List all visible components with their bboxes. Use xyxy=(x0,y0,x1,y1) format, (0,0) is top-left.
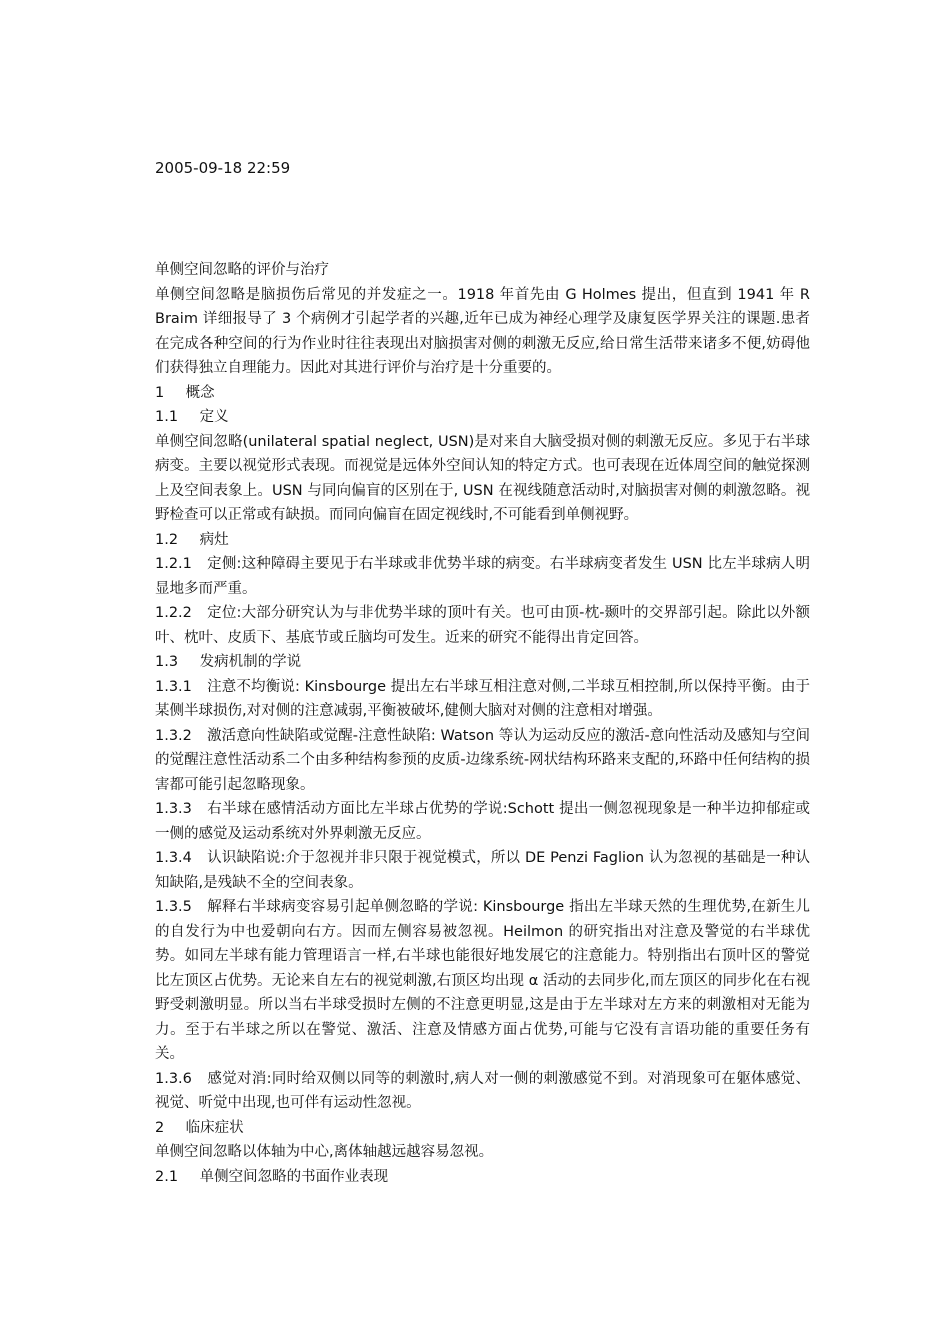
section-heading xyxy=(155,1116,810,1141)
paragraph-text: 注意不均衡说: Kinsbourge 提出左右半球互相注意对侧,二半球互相控制,所以保持平衡。由于某侧半球损伤,对对侧的注意减弱,平衡被破坏,健侧大脑对对侧的注意相对增强。 xyxy=(155,678,810,719)
subsection-paragraph xyxy=(155,601,810,650)
section-number: 2.1 xyxy=(155,1168,179,1185)
symptoms-paragraph: 单侧空间忽略以体轴为中心,离体轴越远越容易忽视。 xyxy=(155,1144,494,1160)
paragraph-text: 定位:大部分研究认为与非优势半球的顶叶有关。也可由顶-枕-颞叶的交界部引起。除此以外额叶、枕叶、皮质下、基底节或丘脑均可发生。近来的研究不能得出肯定回答。 xyxy=(155,605,810,646)
paragraph-text: 解释右半球病变容易引起单侧忽略的学说: Kinsbourge 指出左半球天然的生理优势,在新生儿的自发行为中也爱朝向右方。因而左侧容易被忽视。Heilmon 的研究指出对注意及警觉的右半球优势。如同左半球有能力管理语言一样,右半球也能很好地发展它的注意能力。特别指出右顶叶区的警觉比左顶区占优势。无论来自左右的视觉刺激,右顶区均出现 α 活动的去同步化,而左顶区的同步化在右视野受刺激明显。所以当右半球受损时左侧的不注意更明显,这是由于左半球对左方来的刺激相对无能为力。至于右半球之所以在警觉、激活、注意及情感方面占优势,可能与它没有言语功能的重要任务有关。 xyxy=(155,899,810,1062)
section-number: 1.3.3 xyxy=(155,801,192,817)
section-heading xyxy=(155,650,810,675)
section-title: 病灶 xyxy=(199,531,229,548)
section-number: 1 xyxy=(155,384,165,401)
section-heading xyxy=(155,1165,810,1190)
section-title: 发病机制的学说 xyxy=(199,654,302,670)
section-number: 1.2 xyxy=(155,531,179,548)
definition-paragraph: 单侧空间忽略(unilateral spatial neglect, USN)是对来自大脑受损对侧的刺激无反应。多见于右半球病变。主要以视觉形式表现。而视觉是远体外空间认知的特定方式。也可表现在近体周空间的触觉探测上及空间表象上。USN 与同向偏盲的区别在于, USN 在视线随意活动时,对脑损害对侧的刺激忽略。视野检查可以正常或有缺损。而同向偏盲在固定视线时,不可能看到单侧视野。 xyxy=(155,433,810,523)
subsection-paragraph xyxy=(155,895,810,1067)
section-number: 1.2.2 xyxy=(155,605,192,621)
section-heading xyxy=(155,405,810,430)
paragraph-text: 定侧:这种障碍主要见于右半球或非优势半球的病变。右半球病变者发生 USN 比左半球病人明显地多而严重。 xyxy=(155,556,810,597)
subsection-paragraph xyxy=(155,724,810,798)
subsection-paragraph xyxy=(155,1067,810,1116)
section-number: 1.3.5 xyxy=(155,899,192,915)
section-number: 1.3.6 xyxy=(155,1070,192,1087)
paragraph-text: 激活意向性缺陷或觉醒-注意性缺陷: Watson 等认为运动反应的激活-意向性活动及感知与空间的觉醒注意性活动系二个由多种结构参预的皮质-边缘系统-网状结构环路来支配的,环路中任何结构的损害都可能引起忽略现象。 xyxy=(155,727,810,793)
paragraph-text: 右半球在感情活动方面比左半球占优势的学说:Schott 提出一侧忽视现象是一种半边抑郁症或一侧的感觉及运动系统对外界刺激无反应。 xyxy=(155,801,810,842)
section-number: 1.3.4 xyxy=(155,850,192,866)
section-heading xyxy=(155,381,810,406)
section-number: 1.3.1 xyxy=(155,678,192,695)
section-number: 1.1 xyxy=(155,409,179,425)
section-heading xyxy=(155,528,810,553)
article-body xyxy=(155,258,810,1189)
paragraph-text: 感觉对消:同时给双侧以同等的刺激时,病人对一侧的刺激感觉不到。对消现象可在躯体感觉、视觉、听觉中出现,也可伴有运动性忽视。 xyxy=(155,1070,810,1111)
section-title: 单侧空间忽略的书面作业表现 xyxy=(199,1168,389,1185)
section-title: 概念 xyxy=(185,384,215,401)
subsection-paragraph xyxy=(155,675,810,724)
subsection-paragraph xyxy=(155,797,810,846)
section-number: 2 xyxy=(155,1119,165,1136)
section-title: 定义 xyxy=(199,409,229,425)
paragraph-text: 认识缺陷说:介于忽视并非只限于视觉模式，所以 DE Penzi Faglion 认为忽视的基础是一种认知缺陷,是残缺不全的空间表象。 xyxy=(155,850,810,891)
article-title: 单侧空间忽略的评价与治疗 xyxy=(155,262,329,278)
section-number: 1.3 xyxy=(155,654,179,670)
section-title: 临床症状 xyxy=(185,1119,244,1136)
section-number: 1.2.1 xyxy=(155,556,192,572)
section-number: 1.3.2 xyxy=(155,727,192,744)
subsection-paragraph xyxy=(155,846,810,895)
timestamp: 2005-09-18 22:59 xyxy=(155,159,291,177)
intro-paragraph: 单侧空间忽略是脑损伤后常见的并发症之一。1918 年首先由 G Holmes 提出，但直到 1941 年 R Braim 详细报导了 3 个病例才引起学者的兴趣,近年已成为神经心理学及康复医学界关注的课题.患者在完成各种空间的行为作业时往往表现出对脑损害对侧的刺激无反应,给日常生活带来诸多不便,妨碍他们获得独立自理能力。因此对其进行评价与治疗是十分重要的。 xyxy=(155,286,810,376)
subsection-paragraph xyxy=(155,552,810,601)
